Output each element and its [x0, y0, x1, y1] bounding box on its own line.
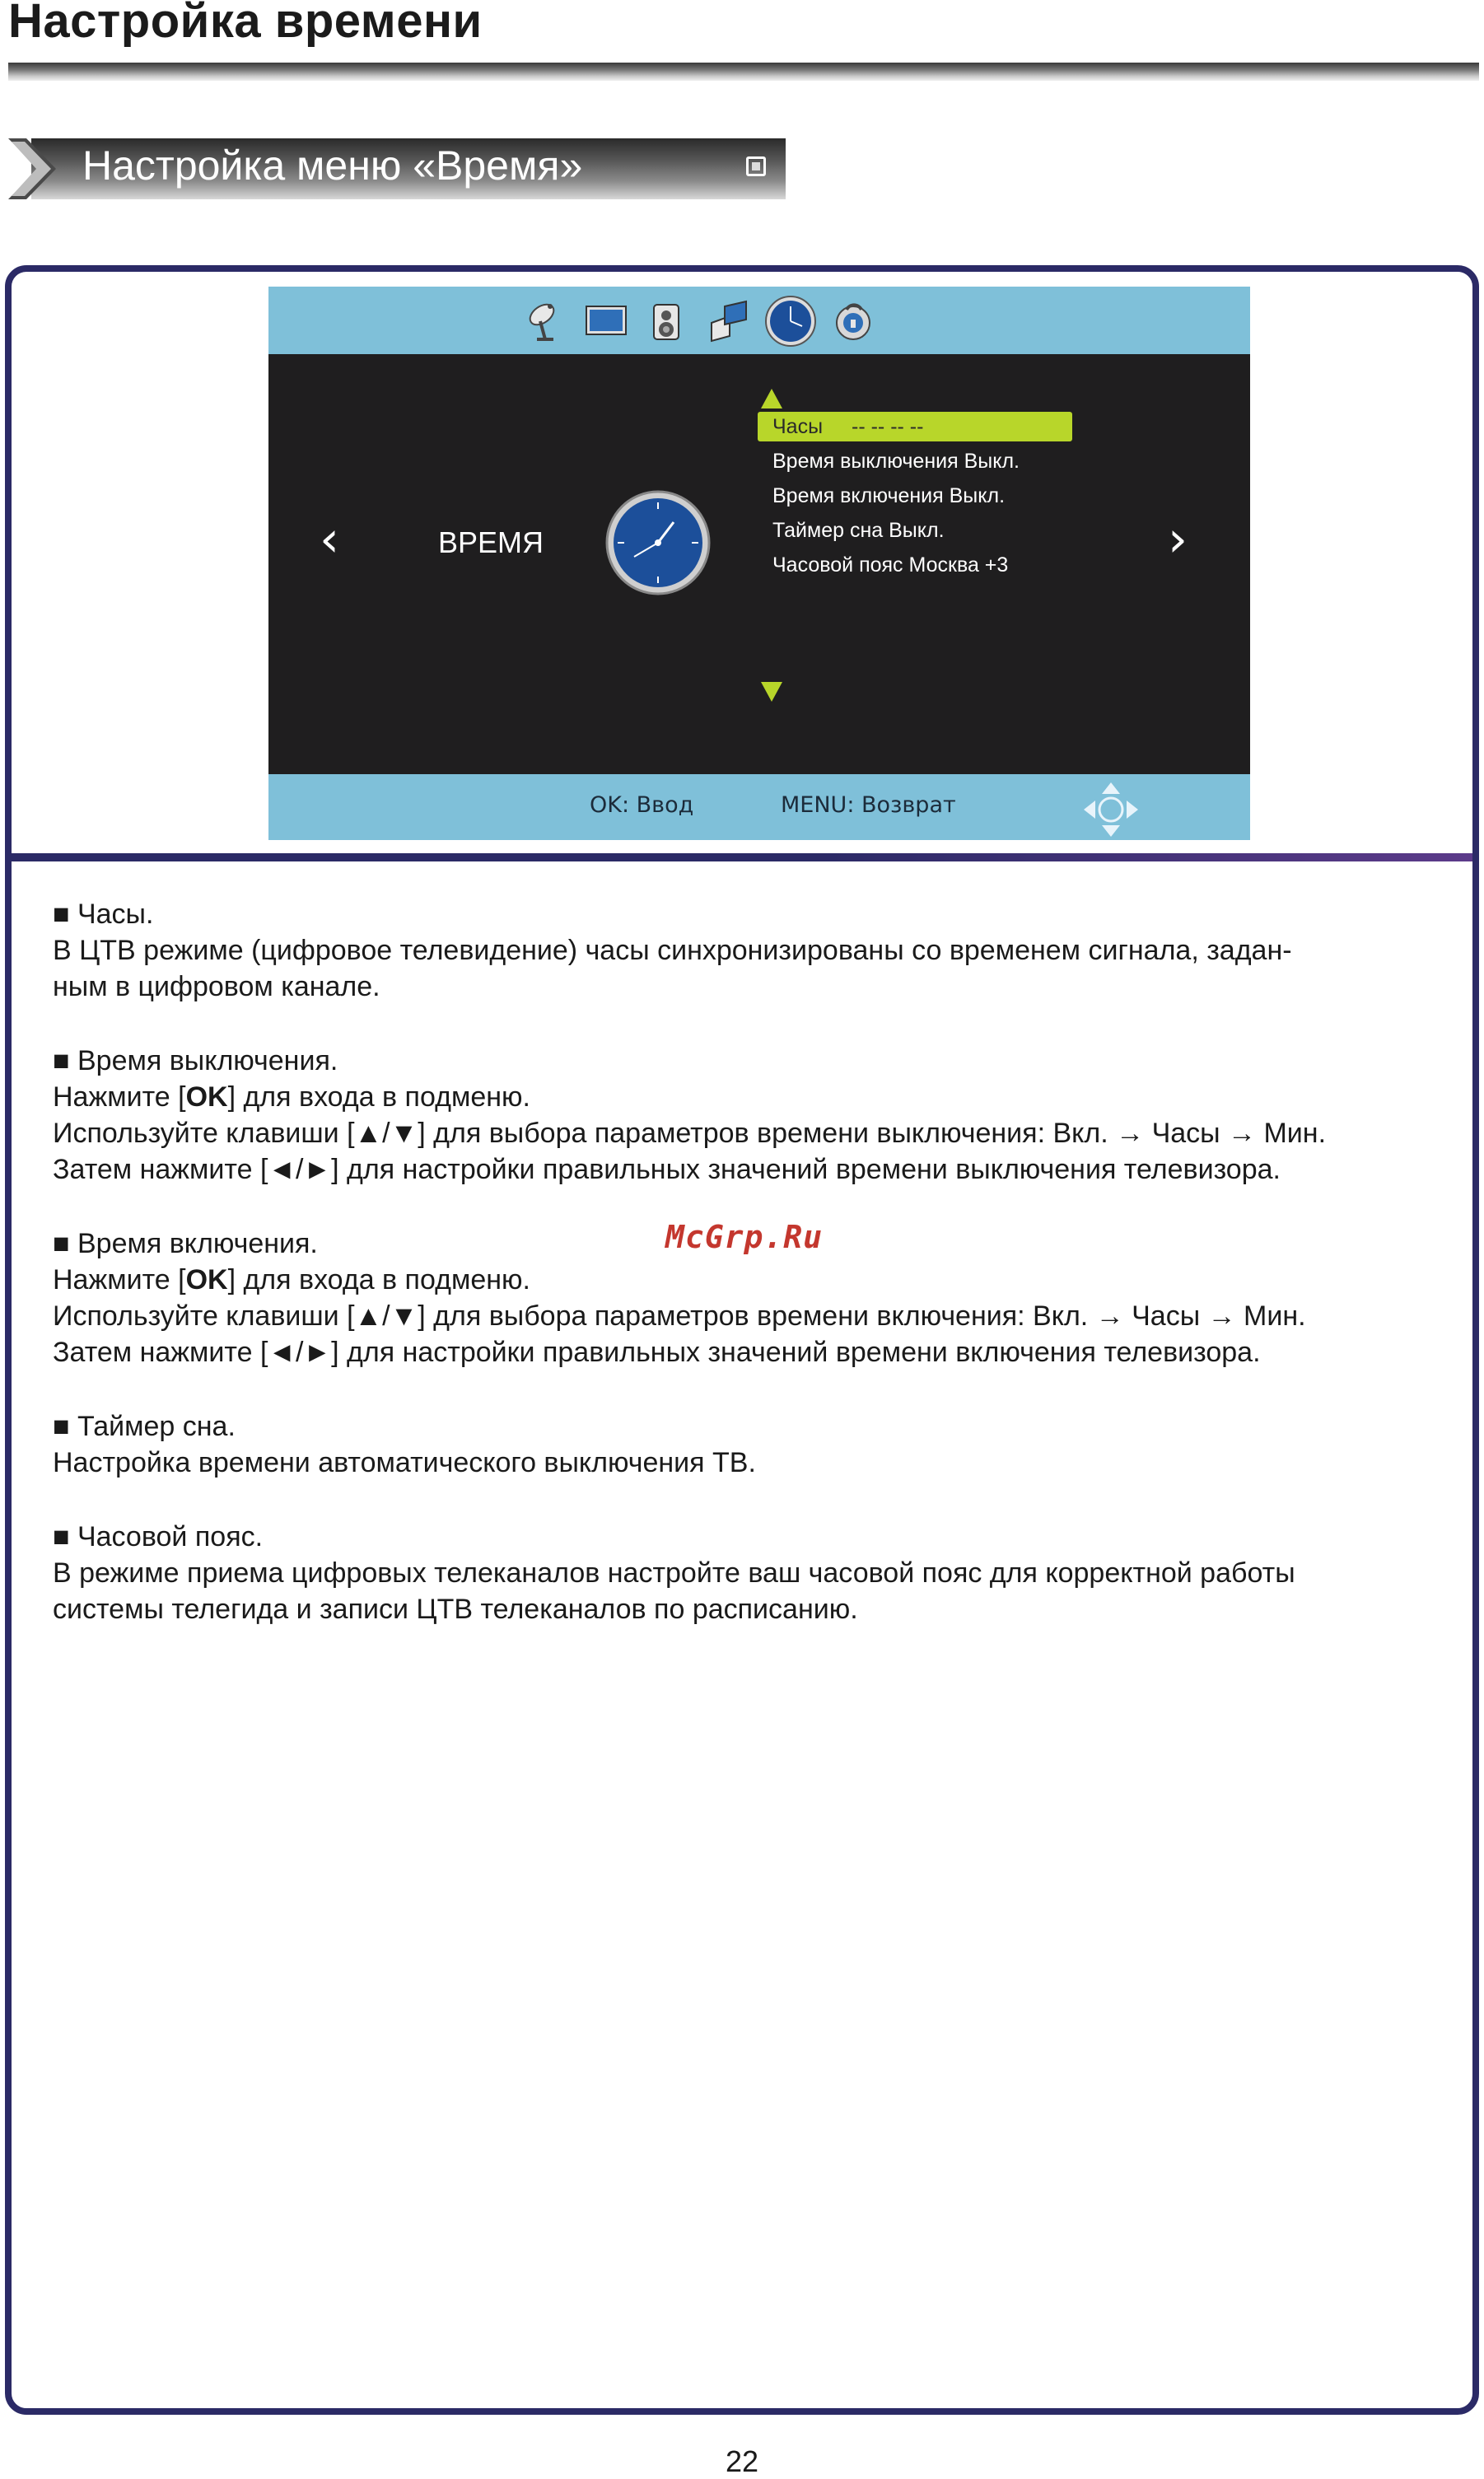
frame-divider: [12, 853, 1472, 861]
section-heading-sleep-timer: ■ Таймер сна.: [53, 1411, 236, 1442]
picture-icon: [583, 298, 629, 344]
section-text-line: Нажмите [OK] для входа в подменю.: [53, 1264, 530, 1296]
section-heading-time-zone: ■ Часовой пояс.: [53, 1521, 264, 1552]
section-banner-text: Настройка меню «Время»: [82, 142, 583, 189]
previous-chevron-icon[interactable]: ‹: [320, 511, 339, 568]
tv-menu-screen: [268, 287, 1250, 840]
clock-icon: [764, 295, 817, 348]
menu-item-time-zone[interactable]: Часовой пояс Москва +3: [772, 553, 1009, 577]
section-text-line: Используйте клавиши [▲/▼] для выбора параметров времени выключения: Вкл. → Часы → Мин.: [53, 1118, 1327, 1149]
watermark: McGrp.Ru: [665, 1219, 824, 1255]
satellite-icon: [522, 298, 568, 344]
ok-hint: OK: Ввод: [590, 792, 694, 818]
section-heading-clock: ■ Часы.: [53, 899, 154, 930]
lock-icon: [830, 298, 876, 344]
chevron-right-icon: [8, 138, 69, 199]
section-text-line: В режиме приема цифровых телеканалов настройте ваш часовой пояс для корректной работы: [53, 1557, 1295, 1589]
page-number: 22: [725, 2444, 759, 2478]
section-text-line: Используйте клавиши [▲/▼] для выбора параметров времени включения: Вкл. → Часы → Мин.: [53, 1300, 1306, 1332]
scroll-down-arrow-icon[interactable]: [761, 682, 782, 702]
section-text-line: Затем нажмите [◄/►] для настройки правильных значений времени выключения телевизора.: [53, 1154, 1281, 1185]
section-banner: [8, 138, 786, 199]
scroll-up-arrow-icon[interactable]: [761, 389, 782, 408]
menu-item-sleep-timer[interactable]: Таймер сна Выкл.: [772, 519, 945, 542]
page-title: Настройка времени: [8, 0, 483, 48]
square-icon: [746, 156, 766, 176]
menu-label: ВРЕМЯ: [438, 525, 544, 559]
next-chevron-icon[interactable]: ›: [1168, 511, 1188, 568]
sound-icon: [644, 298, 690, 344]
navigation-pad-icon: [1082, 781, 1140, 838]
menu-item-on-time[interactable]: Время включения Выкл.: [772, 484, 1006, 507]
title-rule: [8, 63, 1479, 81]
clock-large-icon: [604, 489, 712, 596]
tab-bar: [268, 287, 1250, 354]
channel-icon: [705, 298, 751, 344]
section-text-line: Нажмите [OK] для входа в подменю.: [53, 1081, 530, 1113]
section-heading-on-time: ■ Время включения.: [53, 1228, 318, 1259]
section-text-line: ным в цифровом канале.: [53, 971, 380, 1002]
section-heading-off-time: ■ Время выключения.: [53, 1045, 338, 1076]
menu-item-clock[interactable]: [758, 412, 1072, 441]
menu-item-value: -- -- -- --: [852, 415, 924, 438]
section-text-line: Затем нажмите [◄/►] для настройки правильных значений времени включения телевизора.: [53, 1337, 1261, 1368]
menu-item-off-time[interactable]: Время выключения Выкл.: [772, 450, 1020, 473]
section-text-line: системы телегида и записи ЦТВ телеканалов по расписанию.: [53, 1594, 858, 1625]
menu-item-label: Часы: [772, 415, 824, 438]
section-text-line: Настройка времени автоматического выключения ТВ.: [53, 1447, 756, 1478]
menu-hint: MENU: Возврат: [781, 792, 956, 818]
section-text-line: В ЦТВ режиме (цифровое телевидение) часы синхронизированы со временем сигнала, задан-: [53, 935, 1292, 966]
